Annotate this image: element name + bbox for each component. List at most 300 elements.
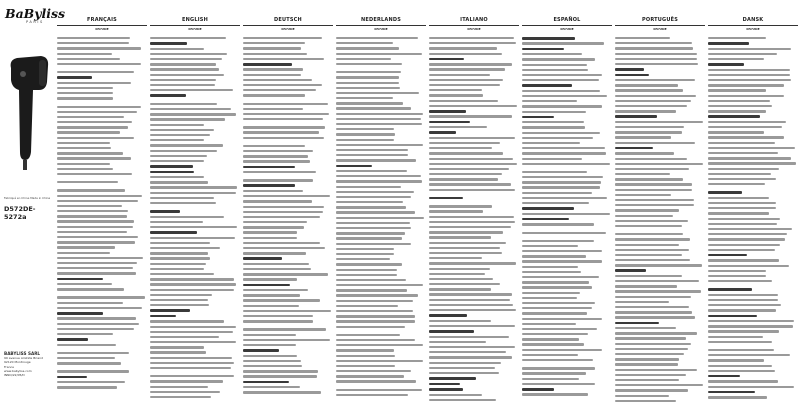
- text-line: [615, 105, 687, 107]
- text-line: [336, 360, 423, 362]
- text-line: [615, 189, 692, 191]
- text-line: [429, 37, 514, 39]
- text-line: [243, 131, 319, 133]
- text-line: [336, 279, 406, 281]
- text-line: [615, 126, 684, 128]
- text-line: [150, 37, 226, 39]
- text-line: [150, 273, 214, 275]
- text-line: [522, 223, 594, 225]
- text-line: [336, 180, 422, 182]
- text-line: [150, 150, 217, 152]
- text-line: [57, 231, 127, 233]
- text-line: [708, 365, 772, 367]
- text-line: [708, 280, 772, 282]
- text-line: [708, 178, 776, 180]
- address-brand: BABYLISS SARL: [4, 351, 41, 356]
- text-line: [57, 157, 131, 159]
- text-line: [708, 294, 778, 296]
- text-line: [150, 139, 204, 141]
- model-code: D572DE: [95, 27, 109, 31]
- text-line: [336, 128, 394, 130]
- text-line: [522, 126, 585, 128]
- text-line: [615, 115, 657, 118]
- text-line: [522, 69, 588, 71]
- text-line: [615, 173, 670, 175]
- text-line: [708, 121, 786, 123]
- text-line: [243, 370, 318, 372]
- brand-logo-sub: PARIS: [26, 20, 44, 24]
- text-line: [243, 103, 328, 105]
- text-line: [615, 358, 679, 360]
- text-line: [336, 243, 411, 245]
- text-line: [429, 197, 463, 200]
- text-line: [336, 305, 398, 307]
- text-line: [708, 341, 772, 343]
- text-line: [429, 63, 512, 65]
- text-line: [708, 212, 769, 214]
- text-line: [615, 183, 692, 185]
- text-line: [57, 142, 110, 144]
- text-line: [522, 276, 599, 278]
- text-line: [150, 210, 180, 213]
- text-line: [708, 370, 775, 372]
- text-line: [615, 121, 703, 123]
- text-line: [522, 297, 577, 299]
- language-header: ENGLISH: [150, 17, 240, 26]
- text-line: [336, 222, 410, 224]
- model-code: D572DE: [560, 27, 574, 31]
- text-line: [615, 395, 669, 397]
- text-line: [615, 374, 686, 376]
- text-line: [150, 79, 216, 81]
- text-line: [150, 283, 236, 285]
- text-line: [57, 312, 103, 315]
- text-line: [57, 82, 131, 84]
- text-line: [522, 307, 592, 309]
- text-line: [57, 76, 92, 79]
- text-line: [57, 58, 120, 60]
- text-line: [150, 299, 208, 301]
- text-line: [243, 171, 316, 173]
- text-line: [708, 168, 779, 170]
- text-line: [708, 380, 778, 382]
- text-line: [57, 116, 124, 118]
- text-line: [243, 113, 329, 115]
- text-line: [150, 263, 206, 265]
- text-line: [243, 231, 297, 233]
- text-line: [522, 202, 589, 204]
- text-line: [522, 121, 584, 123]
- text-line: [429, 346, 515, 348]
- text-line: [708, 391, 755, 394]
- text-line: [429, 236, 491, 238]
- text-line: [615, 400, 676, 402]
- text-line: [336, 349, 394, 351]
- text-line: [336, 47, 399, 49]
- text-line: [708, 105, 772, 107]
- text-line: [150, 160, 204, 162]
- text-line: [522, 271, 581, 273]
- model-code: D572DE: [467, 27, 481, 31]
- text-line: [243, 355, 297, 357]
- text-line: [336, 82, 399, 84]
- text-line: [336, 42, 393, 44]
- language-header: ITALIANO: [429, 17, 519, 26]
- text-line: [243, 166, 295, 169]
- text-line: [615, 131, 682, 133]
- text-line: [429, 115, 512, 117]
- text-line: [243, 211, 323, 213]
- text-line: [150, 181, 208, 183]
- text-line: [615, 316, 695, 318]
- text-line: [150, 367, 231, 369]
- text-line: [57, 246, 115, 248]
- text-line: [150, 94, 186, 97]
- text-line: [708, 53, 777, 55]
- text-line: [522, 260, 602, 262]
- text-line: [429, 42, 516, 44]
- text-line: [522, 393, 588, 395]
- text-line: [522, 255, 586, 257]
- address-line: 99 avenue Aristide Briand: [4, 356, 43, 361]
- text-line: [522, 338, 579, 340]
- text-line: [522, 79, 599, 81]
- address-line: France: [4, 364, 14, 369]
- text-line: [57, 283, 112, 285]
- language-header: DANSK: [708, 17, 798, 26]
- text-line: [708, 288, 752, 291]
- text-line: [522, 240, 594, 242]
- text-line: [150, 74, 224, 76]
- model-code: D572DE: [374, 27, 388, 31]
- text-line: [243, 58, 324, 60]
- text-line: [708, 207, 776, 209]
- text-line: [336, 139, 394, 141]
- text-line: [57, 323, 139, 325]
- text-line: [243, 84, 322, 86]
- text-line: [708, 74, 790, 76]
- column-dutch: [336, 0, 426, 407]
- text-line: [57, 37, 130, 39]
- text-line: [429, 58, 464, 61]
- text-line: [150, 165, 193, 168]
- text-line: [708, 183, 765, 185]
- column-spanish: [522, 0, 612, 407]
- text-line: [522, 171, 587, 173]
- text-line: [522, 95, 607, 97]
- text-line: [57, 195, 142, 197]
- text-line: [429, 252, 502, 254]
- text-line: [522, 116, 554, 119]
- text-line: [243, 381, 289, 384]
- text-line: [522, 158, 582, 160]
- text-line: [336, 58, 391, 60]
- text-line: [243, 118, 323, 120]
- text-line: [615, 53, 697, 55]
- text-line: [336, 284, 423, 286]
- text-line: [708, 320, 794, 322]
- text-line: [336, 159, 416, 161]
- text-line: [615, 199, 694, 201]
- text-line: [150, 68, 219, 70]
- text-line: [522, 111, 586, 113]
- text-line: [522, 186, 600, 188]
- text-line: [57, 92, 113, 94]
- text-line: [429, 158, 513, 160]
- text-line: [429, 89, 482, 91]
- text-line: [150, 134, 210, 136]
- text-line: [615, 363, 678, 365]
- text-line: [57, 53, 112, 55]
- text-line: [522, 132, 600, 134]
- text-line: [57, 328, 134, 330]
- text-line: [336, 154, 408, 156]
- column-english: [150, 0, 240, 407]
- text-line: [243, 284, 290, 287]
- body-text: [336, 37, 424, 399]
- text-line: [57, 357, 115, 359]
- text-line: [429, 210, 483, 212]
- text-line: [150, 278, 234, 280]
- text-line: [243, 375, 317, 377]
- text-line: [243, 252, 306, 254]
- text-line: [522, 137, 593, 139]
- text-line: [57, 257, 143, 259]
- text-line: [708, 58, 764, 60]
- model-code: D572DE: [746, 27, 760, 31]
- text-line: [150, 231, 197, 234]
- text-line: [243, 108, 303, 110]
- text-line: [150, 375, 234, 377]
- text-line: [429, 283, 500, 285]
- text-line: [615, 311, 692, 313]
- text-line: [708, 330, 779, 332]
- text-line: [243, 391, 321, 393]
- text-line: [243, 206, 324, 208]
- text-line: [708, 42, 749, 45]
- text-line: [429, 247, 500, 249]
- text-line: [243, 89, 316, 91]
- text-line: [615, 280, 699, 282]
- text-line: [615, 47, 693, 49]
- text-line: [429, 336, 509, 338]
- text-line: [150, 362, 234, 364]
- text-line: [522, 349, 602, 351]
- text-line: [708, 375, 740, 378]
- text-line: [243, 310, 331, 312]
- text-line: [336, 232, 405, 234]
- text-line: [615, 259, 690, 261]
- text-line: [522, 372, 586, 374]
- text-line: [429, 163, 517, 165]
- text-line: [429, 94, 483, 96]
- text-line: [522, 213, 610, 215]
- text-line: [57, 200, 138, 202]
- text-line: [243, 328, 326, 330]
- text-line: [336, 107, 411, 109]
- text-line: [57, 236, 138, 238]
- text-line: [522, 42, 604, 44]
- text-line: [243, 268, 311, 270]
- text-line: [336, 310, 413, 312]
- text-line: [522, 359, 593, 361]
- text-line: [522, 328, 597, 330]
- text-line: [150, 63, 216, 65]
- text-line: [150, 320, 224, 322]
- text-line: [243, 53, 307, 55]
- text-line: [708, 157, 791, 159]
- text-line: [429, 309, 516, 311]
- text-line: [150, 226, 237, 228]
- text-line: [57, 241, 135, 243]
- text-line: [708, 79, 791, 81]
- text-line: [708, 359, 764, 361]
- text-line: [150, 252, 208, 254]
- text-line: [429, 278, 493, 280]
- body-text: [522, 37, 610, 399]
- text-line: [150, 58, 222, 60]
- text-line: [150, 289, 234, 291]
- text-line: [150, 192, 236, 194]
- text-line: [429, 205, 492, 207]
- text-line: [336, 97, 393, 99]
- model-code: D572DE: [188, 27, 202, 31]
- text-line: [429, 121, 470, 124]
- text-line: [522, 152, 606, 154]
- text-line: [150, 124, 204, 126]
- text-line: [336, 76, 399, 78]
- text-line: [708, 131, 764, 133]
- text-line: [708, 223, 777, 225]
- text-line: [615, 379, 679, 381]
- text-line: [150, 380, 223, 382]
- text-line: [57, 121, 132, 123]
- body-text: [150, 37, 238, 401]
- text-line: [522, 84, 572, 87]
- text-line: [336, 87, 400, 89]
- text-line: [150, 257, 210, 259]
- text-line: [708, 147, 795, 149]
- text-line: [429, 178, 498, 180]
- text-line: [150, 144, 223, 146]
- text-line: [57, 220, 134, 222]
- text-line: [708, 100, 770, 102]
- text-line: [522, 90, 600, 92]
- text-line: [615, 225, 682, 227]
- text-line: [708, 191, 742, 194]
- text-line: [429, 257, 482, 259]
- text-line: [57, 87, 113, 89]
- text-line: [243, 160, 310, 162]
- text-line: [522, 245, 578, 247]
- language-header: PORTUGUÊS: [615, 17, 705, 26]
- text-line: [429, 189, 515, 191]
- text-line: [708, 48, 791, 50]
- text-line: [336, 294, 418, 296]
- text-line: [336, 370, 411, 372]
- text-line: [243, 315, 313, 317]
- text-line: [243, 221, 307, 223]
- text-line: [522, 343, 584, 345]
- text-line: [615, 37, 670, 39]
- text-line: [522, 142, 580, 144]
- text-line: [150, 197, 214, 199]
- text-line: [57, 147, 111, 149]
- text-line: [150, 113, 236, 115]
- text-line: [57, 252, 110, 254]
- text-line: [336, 339, 415, 341]
- text-line: [429, 388, 463, 391]
- text-line: [429, 68, 505, 70]
- text-line: [708, 202, 776, 204]
- text-line: [243, 226, 304, 228]
- text-line: [336, 53, 422, 55]
- text-line: [150, 42, 187, 45]
- text-line: [522, 53, 582, 55]
- text-line: [429, 183, 511, 185]
- text-line: [429, 314, 467, 317]
- text-line: [615, 384, 703, 386]
- text-line: [429, 152, 503, 154]
- text-line: [243, 299, 320, 301]
- text-line: [150, 89, 233, 91]
- text-line: [336, 365, 395, 367]
- text-line: [615, 343, 691, 345]
- text-line: [243, 37, 322, 39]
- text-line: [615, 327, 676, 329]
- text-line: [57, 381, 125, 383]
- text-line: [150, 346, 204, 348]
- text-line: [336, 258, 390, 260]
- body-text: [429, 37, 517, 404]
- text-line: [522, 318, 602, 320]
- text-line: [57, 376, 87, 379]
- text-line: [615, 348, 688, 350]
- text-line: [708, 115, 760, 118]
- text-line: [615, 68, 644, 71]
- text-line: [429, 320, 491, 322]
- text-line: [615, 152, 674, 154]
- text-line: [708, 254, 747, 257]
- text-line: [57, 152, 123, 154]
- text-line: [615, 74, 649, 77]
- text-line: [57, 181, 118, 183]
- text-line: [429, 288, 491, 290]
- brand-logo: BaByliss: [5, 6, 66, 21]
- text-line: [336, 380, 416, 382]
- text-line: [336, 389, 422, 391]
- text-line: [336, 113, 423, 115]
- body-text: [57, 37, 145, 391]
- text-line: [57, 333, 113, 335]
- text-line: [243, 150, 313, 152]
- text-line: [336, 37, 418, 39]
- text-line: [429, 273, 485, 275]
- text-line: [336, 320, 415, 322]
- text-line: [708, 152, 778, 154]
- text-line: [243, 137, 324, 139]
- text-line: [57, 106, 141, 108]
- text-line: [708, 84, 784, 86]
- body-text: [708, 37, 796, 401]
- company-address: [4, 352, 43, 377]
- text-line: [57, 344, 116, 346]
- text-line: [57, 97, 113, 99]
- text-line: [336, 300, 413, 302]
- text-line: [150, 341, 236, 343]
- text-line: [243, 365, 302, 367]
- text-line: [522, 37, 575, 40]
